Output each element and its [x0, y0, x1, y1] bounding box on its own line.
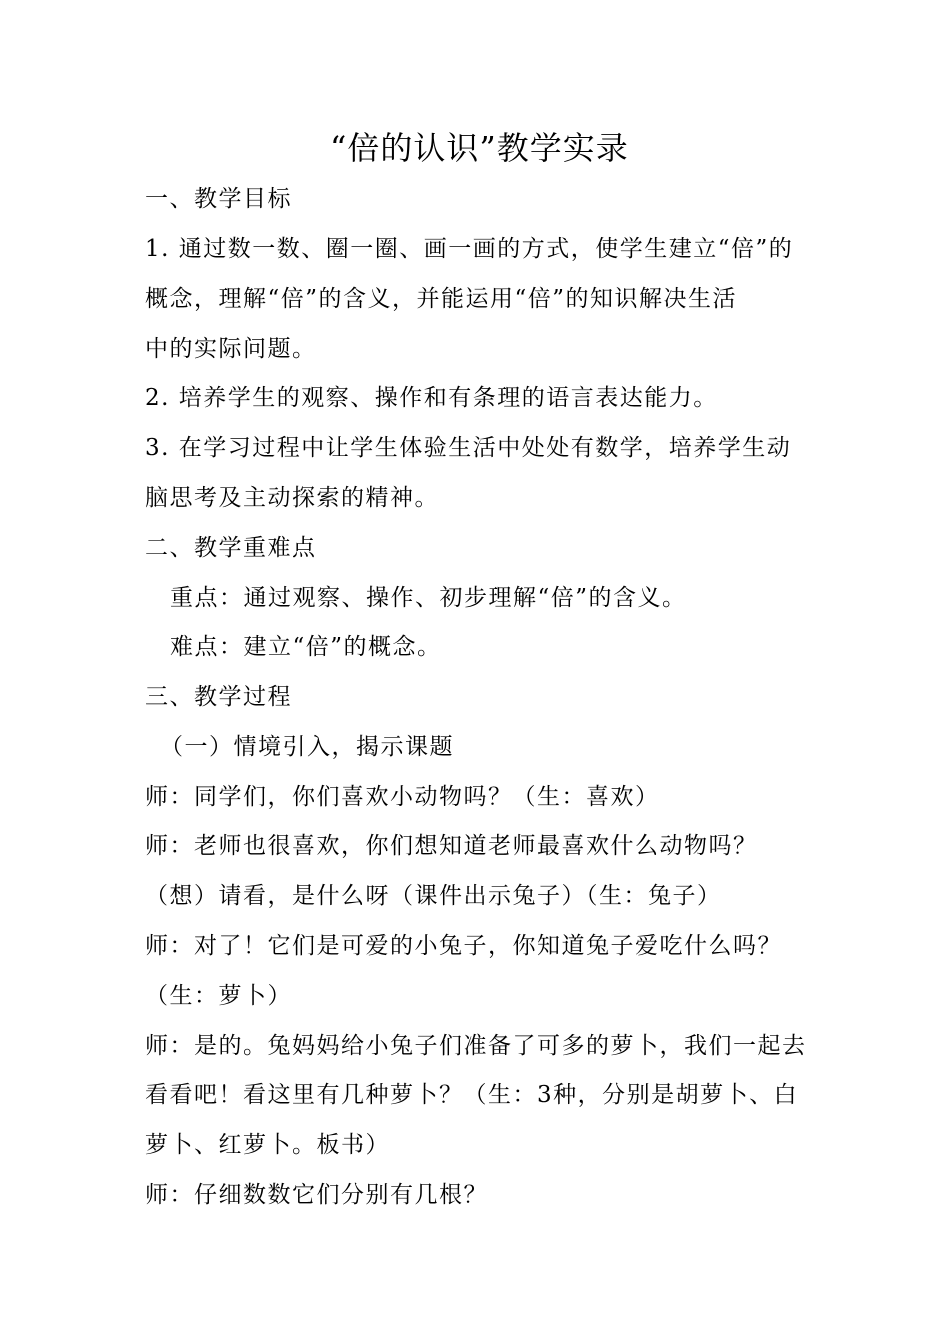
- document-title: “倍的认识”教学实录: [330, 129, 629, 167]
- dialogue-line: 师：对了！它们是可爱的小兔子，你知道兔子爱吃什么吗？: [145, 933, 782, 959]
- paragraph-line: 1. 通过数一数、圈一圈、画一画的方式，使学生建立“倍”的: [145, 236, 794, 262]
- paragraph-line: 中的实际问题。: [145, 336, 317, 362]
- section-heading-key-points: 二、教学重难点: [145, 535, 317, 561]
- dialogue-line: 师：仔细数数它们分别有几根？: [145, 1182, 488, 1208]
- subsection-heading: （一）情境引入，揭示课题: [160, 734, 454, 760]
- dialogue-line: 师：同学们，你们喜欢小动物吗？（生：喜欢）: [145, 784, 660, 810]
- dialogue-line: （想）请看，是什么呀（课件出示兔子）（生：兔子）: [145, 883, 722, 909]
- dialogue-line: 师：是的。兔妈妈给小兔子们准备了可多的萝卜，我们一起去: [145, 1033, 807, 1059]
- dialogue-line: 师：老师也很喜欢，你们想知道老师最喜欢什么动物吗？: [145, 833, 758, 859]
- paragraph-line: 脑思考及主动探索的精神。: [145, 485, 439, 511]
- dialogue-line: （生：萝卜）: [145, 983, 292, 1009]
- section-heading-process: 三、教学过程: [145, 684, 292, 710]
- dialogue-line: 看看吧！看这里有几种萝卜？（生：3种，分别是胡萝卜、白: [145, 1082, 799, 1108]
- paragraph-line: 2. 培养学生的观察、操作和有条理的语言表达能力。: [145, 385, 718, 411]
- paragraph-line: 概念，理解“倍”的含义，并能运用“倍”的知识解决生活: [145, 286, 738, 312]
- paragraph-line-difficulty: 难点：建立“倍”的概念。: [170, 634, 442, 660]
- paragraph-line: 3. 在学习过程中让学生体验生活中处处有数学，培养学生动: [145, 435, 792, 461]
- paragraph-line-key-point: 重点：通过观察、操作、初步理解“倍”的含义。: [170, 585, 687, 611]
- section-heading-objectives: 一、教学目标: [145, 186, 292, 212]
- dialogue-line: 萝卜、红萝卜。板书）: [145, 1132, 390, 1158]
